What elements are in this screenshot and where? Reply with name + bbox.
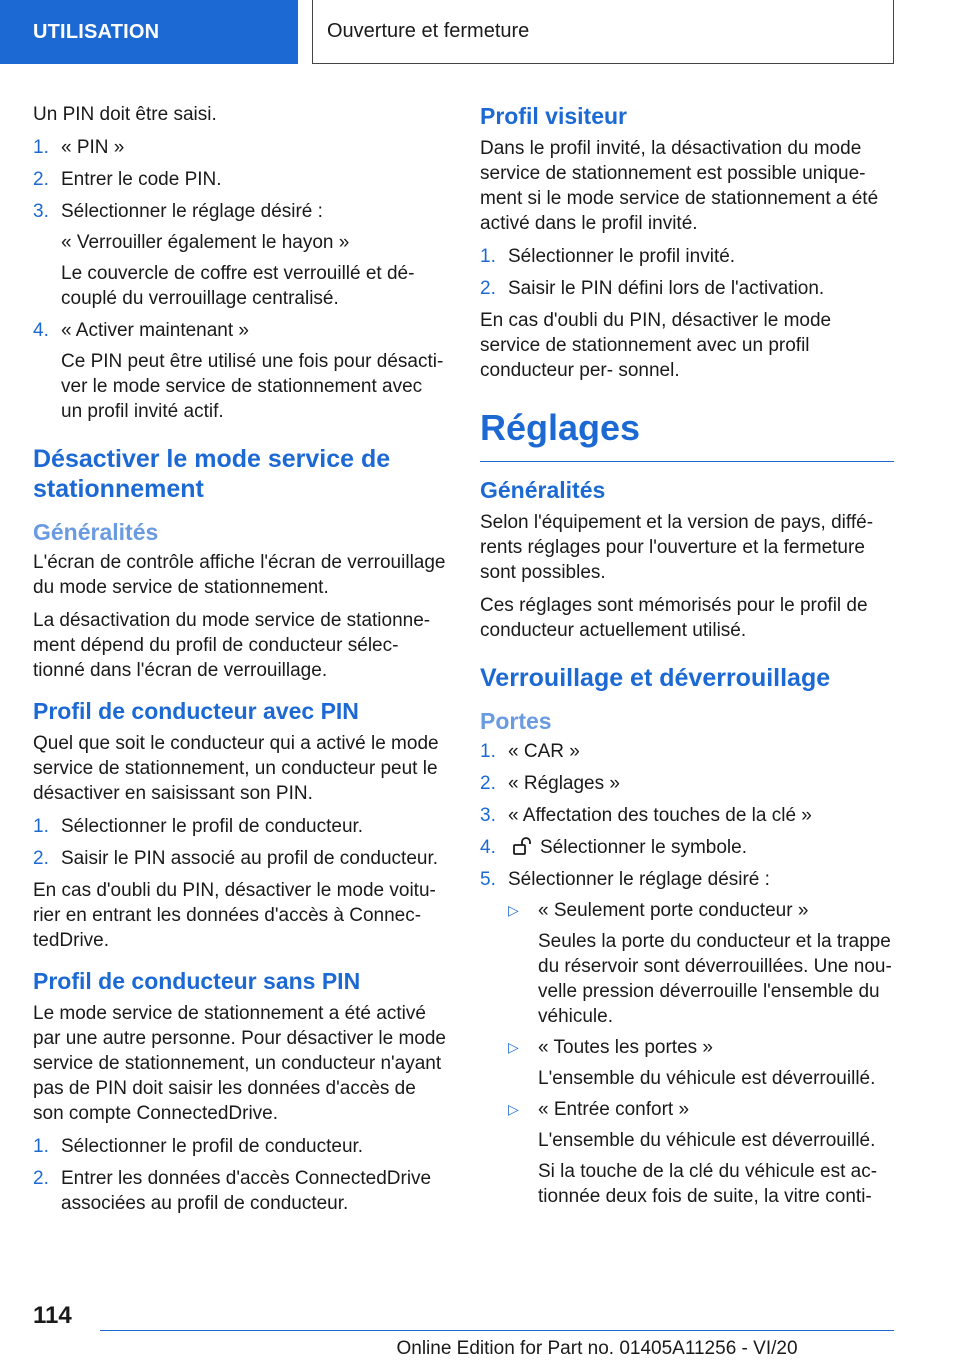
step-text: Entrer les données d'accès ConnectedDrive associées au profil de conducteur. — [61, 1168, 432, 1214]
step-text: Saisir le PIN défini lors de l'activation. — [508, 278, 825, 299]
triangle-bullet-icon: ▷ — [508, 1101, 519, 1117]
heading-with-pin: Profil de conducteur avec PIN — [33, 698, 359, 724]
right-column — [480, 102, 894, 1216]
step-number: 1. — [33, 1136, 49, 1157]
step-number: 3. — [33, 201, 49, 222]
paragraph: Ces réglages sont mémorisés pour le profil de conducteur actuellement utilisé. — [480, 595, 868, 641]
list-item — [33, 814, 447, 839]
option-label: « Toutes les portes » — [538, 1037, 713, 1058]
option-description: L'ensemble du véhicule est déverrouillé. — [538, 1130, 876, 1151]
step-number: 4. — [480, 837, 496, 858]
step-text: Sélectionner le réglage désiré : — [508, 869, 770, 890]
step-text: « Réglages » — [508, 773, 620, 794]
paragraph: Dans le profil invité, la désactivation du mode service de stationnement est possible unique- ment si le mode service de stationnement a été activé dans le profil invité. — [480, 138, 879, 234]
step-text: Sélectionner le profil de conducteur. — [61, 816, 364, 837]
list-item — [480, 244, 894, 269]
step-number: 2. — [33, 848, 49, 869]
paragraph: L'écran de contrôle affiche l'écran de verrouillage du mode service de stationnement. — [33, 552, 446, 598]
step-note: Le couvercle de coffre est verrouillé et dé- couplé du verrouillage centralisé. — [61, 263, 415, 309]
option-label: « Seulement porte conducteur » — [538, 900, 809, 921]
section-tab: UTILISATION — [0, 0, 298, 64]
heading-visitor-profile: Profil visiteur — [480, 103, 627, 129]
heading-lock-unlock: Verrouillage et déverrouillage — [480, 664, 831, 692]
step-text: Entrer le code PIN. — [61, 169, 222, 190]
step-number: 3. — [480, 805, 496, 826]
list-item — [33, 846, 447, 871]
paragraph: La désactivation du mode service de stationne- ment dépend du profil de conducteur sélec- tionné dans l'écran de verrouillage. — [33, 610, 431, 681]
footer-rule — [100, 1330, 894, 1331]
step-text: Sélectionner le réglage désiré : — [61, 201, 323, 222]
option-description: Seules la porte du conducteur et la trappe du réservoir sont déverrouillées. Une nou- velle pression déverrouille l'ensemble du véhicule. — [538, 931, 892, 1027]
heading-general: Généralités — [33, 519, 159, 545]
step-text: « Affectation des touches de la clé » — [508, 805, 812, 826]
option-item — [508, 898, 894, 1029]
step-text: « PIN » — [61, 137, 125, 158]
step-text: « CAR » — [508, 741, 580, 762]
list-item — [480, 803, 894, 828]
unlocked-padlock-icon — [512, 836, 534, 856]
intro-text: Un PIN doit être saisi. — [33, 104, 217, 125]
paragraph: En cas d'oubli du PIN, désactiver le mode voitu- rier en entrant les données d'accès à Connec- tedDrive. — [33, 880, 436, 951]
step-number: 1. — [33, 816, 49, 837]
heading-settings: Réglages — [480, 407, 894, 462]
list-item — [33, 318, 447, 424]
heading-general: Généralités — [480, 477, 606, 503]
step-option: « Verrouiller également le hayon » — [61, 232, 350, 253]
triangle-bullet-icon: ▷ — [508, 1039, 519, 1055]
option-label: « Entrée confort » — [538, 1099, 690, 1120]
step-number: 5. — [480, 869, 496, 890]
step-text: « Activer maintenant » — [61, 320, 249, 341]
heading-deactivate: Désactiver le mode service de stationnement — [33, 445, 391, 503]
step-text: Sélectionner le profil de conducteur. — [61, 1136, 364, 1157]
paragraph: Quel que soit le conducteur qui a activé le mode service de stationnement, un conducteur peut le désactiver en saisissant son PIN. — [33, 733, 439, 804]
step-number: 2. — [480, 278, 496, 299]
option-item — [508, 1035, 894, 1091]
step-number: 2. — [33, 169, 49, 190]
step-number: 1. — [480, 246, 496, 267]
option-description: Si la touche de la clé du véhicule est ac- tionnée deux fois de suite, la vitre conti- — [538, 1161, 878, 1207]
list-item — [480, 276, 894, 301]
step-text: Sélectionner le profil invité. — [508, 246, 736, 267]
heading-without-pin: Profil de conducteur sans PIN — [33, 968, 361, 994]
step-number: 1. — [33, 137, 49, 158]
list-item — [33, 199, 447, 311]
step-note: Ce PIN peut être utilisé une fois pour désacti- ver le mode service de stationnement avec un profil invité actif. — [61, 351, 444, 422]
left-column — [33, 102, 447, 1223]
paragraph: En cas d'oubli du PIN, désactiver le mode service de stationnement avec un profil conducteur per- sonnel. — [480, 310, 832, 381]
list-item — [33, 1134, 447, 1159]
list-item — [33, 1166, 447, 1216]
chapter-title: Ouverture et fermeture — [312, 0, 894, 64]
list-item — [33, 167, 447, 192]
list-item — [480, 835, 894, 860]
step-text: Saisir le PIN associé au profil de conducteur. — [61, 848, 439, 869]
option-description: L'ensemble du véhicule est déverrouillé. — [538, 1068, 876, 1089]
option-item — [508, 1097, 894, 1209]
list-item — [480, 771, 894, 796]
paragraph: Selon l'équipement et la version de pays, diffé- rents réglages pour l'ouverture et la fermeture sont possibles. — [480, 512, 874, 583]
footer-edition: Online Edition for Part no. 01405A11256 - VI/20 — [396, 1338, 798, 1359]
list-item — [33, 135, 447, 160]
step-number: 1. — [480, 741, 496, 762]
step-number: 2. — [33, 1168, 49, 1189]
step-number: 4. — [33, 320, 49, 341]
page-number: 114 — [33, 1302, 72, 1329]
triangle-bullet-icon: ▷ — [508, 902, 519, 918]
paragraph: Le mode service de stationnement a été activé par une autre personne. Pour désactiver le mode service de stationnement, un conducteur n'ayant pas de PIN doit saisir les données d'accès de son compte ConnectedDrive. — [33, 1003, 446, 1124]
list-item — [480, 867, 894, 1209]
step-number: 2. — [480, 773, 496, 794]
step-text: Sélectionner le symbole. — [540, 837, 747, 858]
list-item — [480, 739, 894, 764]
heading-doors: Portes — [480, 708, 552, 734]
